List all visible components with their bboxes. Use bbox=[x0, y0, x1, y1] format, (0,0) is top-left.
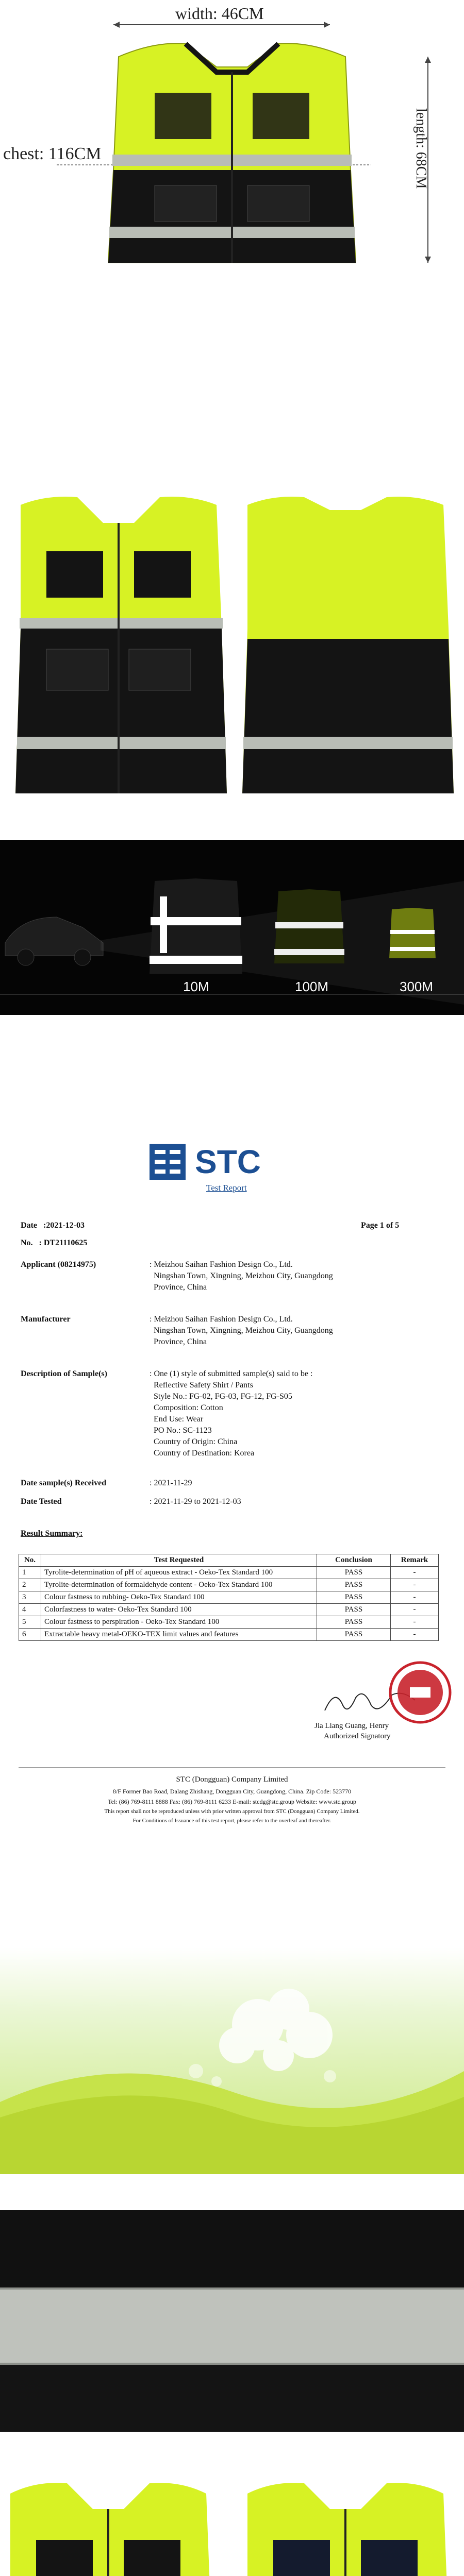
table-header-row bbox=[19, 1554, 439, 1567]
cell-remark: - bbox=[391, 1579, 439, 1591]
back-vest-image bbox=[242, 497, 454, 793]
manufacturer-line: Ningshan Town, Xingning, Meizhou City, Guangdong bbox=[150, 1326, 333, 1335]
cell-no: 4 bbox=[19, 1604, 41, 1616]
manufacturer-label: Manufacturer bbox=[21, 1315, 71, 1324]
cell-remark: - bbox=[391, 1629, 439, 1641]
dimension-vest-drawing bbox=[0, 0, 464, 273]
result-summary-label: Result Summary: bbox=[21, 1529, 83, 1538]
header-conclusion: Conclusion bbox=[317, 1554, 391, 1567]
report-page: Page 1 of 5 bbox=[361, 1221, 400, 1230]
cell-no: 1 bbox=[19, 1567, 41, 1579]
cell-remark: - bbox=[391, 1616, 439, 1629]
description-line: Style No.: FG-02, FG-03, FG-12, FG-S05 bbox=[150, 1392, 292, 1401]
header-no: No. bbox=[19, 1554, 41, 1567]
vest-glow-10m bbox=[150, 878, 242, 974]
width-label: width: 46CM bbox=[175, 4, 264, 23]
dimension-section bbox=[0, 0, 464, 273]
reflective-strip-section bbox=[0, 2210, 464, 2432]
report-date: Date :2021-12-03 bbox=[21, 1221, 85, 1230]
cell-no: 5 bbox=[19, 1616, 41, 1629]
table-row bbox=[19, 1567, 439, 1579]
result-summary-table bbox=[19, 1554, 439, 1641]
tested-value: : 2021-11-29 to 2021-12-03 bbox=[150, 1497, 241, 1506]
manufacturer-line: : Meizhou Saihan Fashion Design Co., Ltd. bbox=[150, 1315, 293, 1324]
distance-label-10m: 10M bbox=[183, 979, 209, 994]
footer-company: STC (Dongguan) Company Limited bbox=[176, 1775, 288, 1784]
received-label: Date sample(s) Received bbox=[21, 1479, 107, 1487]
manufacturer-line: Province, China bbox=[150, 1337, 207, 1346]
cell-test: Colour fastness to rubbing- Oeko-Tex Standard 100 bbox=[41, 1591, 317, 1604]
cell-conclusion: PASS bbox=[317, 1591, 391, 1604]
stc-brand: STC bbox=[195, 1143, 261, 1180]
front-back-section bbox=[0, 495, 464, 804]
night-scene bbox=[0, 840, 464, 1015]
vest-glow-300m bbox=[389, 908, 436, 958]
vest-glow-100m bbox=[274, 889, 344, 963]
cell-conclusion: PASS bbox=[317, 1567, 391, 1579]
description-label: Description of Sample(s) bbox=[21, 1369, 107, 1378]
cell-remark: - bbox=[391, 1591, 439, 1604]
cell-conclusion: PASS bbox=[317, 1604, 391, 1616]
cell-conclusion: PASS bbox=[317, 1579, 391, 1591]
applicant-label: Applicant (08214975) bbox=[21, 1260, 96, 1269]
color-variants-section bbox=[0, 2473, 464, 2576]
report-subtitle: Test Report bbox=[206, 1183, 247, 1193]
signatory-name: Jia Liang Guang, Henry bbox=[314, 1722, 389, 1730]
fabric-breathable-section bbox=[0, 1947, 464, 2174]
footer-divider bbox=[19, 1767, 445, 1768]
footer-note: For Conditions of Issuance of this test report, please refer to the overleaf and thereafter. bbox=[132, 1818, 332, 1824]
cell-test: Tyrolite-determination of pH of aqueous extract - Oeko-Tex Standard 100 bbox=[41, 1567, 317, 1579]
cell-conclusion: PASS bbox=[317, 1629, 391, 1641]
cell-no: 3 bbox=[19, 1591, 41, 1604]
table-row bbox=[19, 1629, 439, 1641]
applicant-line: : Meizhou Saihan Fashion Design Co., Ltd. bbox=[150, 1260, 293, 1269]
table-row bbox=[19, 1616, 439, 1629]
report-number: No. : DT21110625 bbox=[21, 1239, 88, 1247]
header-remark: Remark bbox=[391, 1554, 439, 1567]
description-line: Country of Destination: Korea bbox=[150, 1449, 255, 1458]
footer-contact: Tel: (86) 769-8111 8888 Fax: (86) 769-8111 6233 E-mail: stcdg@stc.group Website: www.stc.group bbox=[108, 1798, 356, 1805]
description-line: Reflective Safety Shirt / Pants bbox=[150, 1381, 253, 1389]
description-line: PO No.: SC-1123 bbox=[150, 1426, 212, 1435]
header-test: Test Requested bbox=[41, 1554, 317, 1567]
distance-label-300m: 300M bbox=[400, 979, 434, 994]
description-line: Country of Origin: China bbox=[150, 1437, 238, 1446]
cell-no: 6 bbox=[19, 1629, 41, 1641]
table-row bbox=[19, 1604, 439, 1616]
cell-conclusion: PASS bbox=[317, 1616, 391, 1629]
received-value: : 2021-11-29 bbox=[150, 1479, 192, 1487]
table-row bbox=[19, 1579, 439, 1591]
distance-label-100m: 100M bbox=[295, 979, 329, 994]
table-row bbox=[19, 1591, 439, 1604]
fabric-mesh-image bbox=[0, 1947, 464, 2174]
description-line: : One (1) style of submitted sample(s) said to be : bbox=[150, 1369, 313, 1378]
cell-test: Tyrolite-determination of formaldehyde content - Oeko-Tex Standard 100 bbox=[41, 1579, 317, 1591]
applicant-line: Ningshan Town, Xingning, Meizhou City, Guangdong bbox=[150, 1272, 333, 1280]
cell-no: 2 bbox=[19, 1579, 41, 1591]
night-visibility-section bbox=[0, 840, 464, 1015]
color-variant-vests bbox=[0, 2473, 464, 2576]
vest-yellow-black bbox=[5, 2483, 217, 2576]
description-line: End Use: Wear bbox=[150, 1415, 204, 1423]
signatory-title: Authorized Signatory bbox=[324, 1732, 391, 1740]
description-line: Composition: Cotton bbox=[150, 1403, 223, 1412]
cell-test: Colorfastness to water- Oeko-Tex Standard 100 bbox=[41, 1604, 317, 1616]
footer-address: 8/F Former Bao Road, Dalang Zhishang, Dongguan City, Guangdong, China. Zip Code: 523770 bbox=[112, 1788, 352, 1795]
reflective-strip-image bbox=[0, 2210, 464, 2432]
cell-remark: - bbox=[391, 1567, 439, 1579]
applicant-line: Province, China bbox=[150, 1283, 207, 1292]
front-back-vests bbox=[0, 495, 464, 804]
tested-label: Date Tested bbox=[21, 1497, 62, 1506]
vest-yellow-navy bbox=[242, 2483, 454, 2576]
length-label: length: 68CM bbox=[413, 108, 429, 189]
cell-test: Colour fastness to perspiration - Oeko-Tex Standard 100 bbox=[41, 1616, 317, 1629]
front-vest-image bbox=[15, 497, 227, 793]
cell-test: Extractable heavy metal-OEKO-TEX limit values and features bbox=[41, 1629, 317, 1641]
chest-label: chest: 116CM bbox=[3, 144, 102, 163]
footer-note: This report shall not be reproduced unless with prior written approval from STC (Dongguan) Company Limited. bbox=[104, 1808, 360, 1815]
stc-logo-icon bbox=[150, 1144, 191, 1180]
cell-remark: - bbox=[391, 1604, 439, 1616]
approval-stamp-icon bbox=[387, 1659, 454, 1726]
